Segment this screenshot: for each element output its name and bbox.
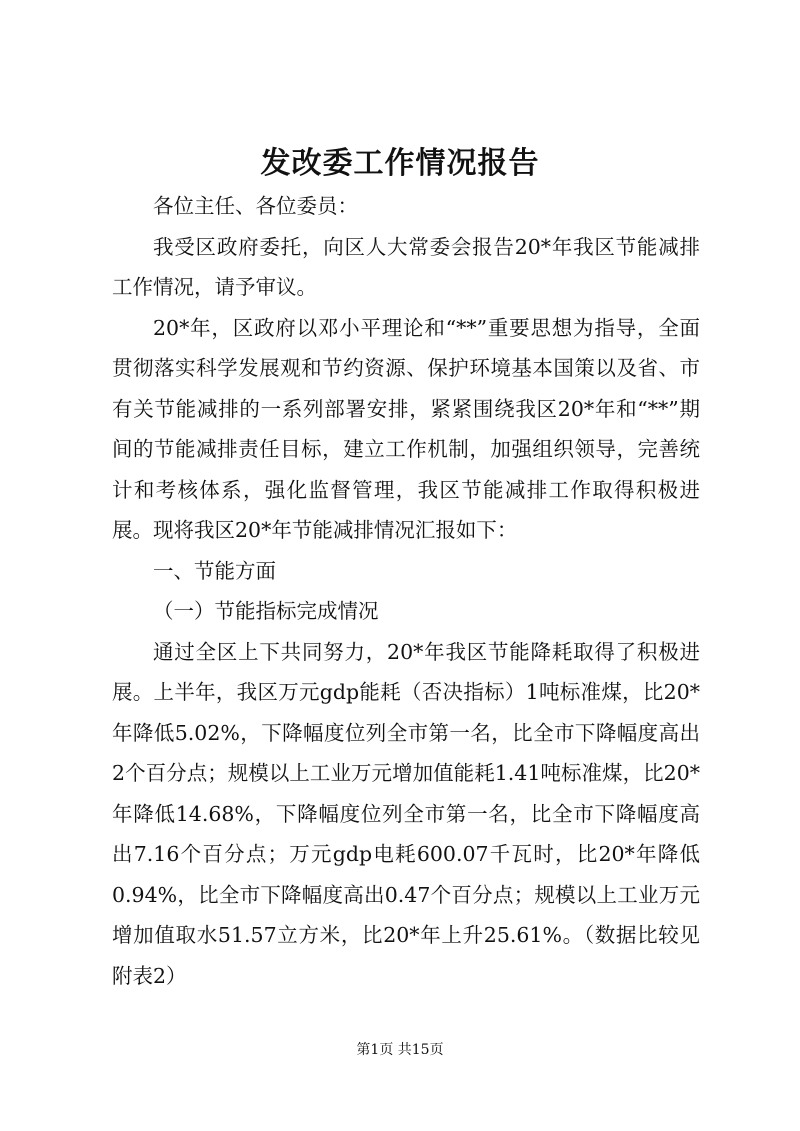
salutation-paragraph: 各位主任、各位委员：: [153, 194, 358, 218]
intro-paragraph: 我受区政府委托，向区人大常委会报告20*年我区节能减排工作情况，请予审议。: [112, 234, 700, 299]
indicators-paragraph: 通过全区上下共同努力，20*年我区节能降耗取得了积极进展。上半年，我区万元gdp能耗（否决指标）1吨标准煤，比20*年降低5.02%，下降幅度位列全市第一名，比全市下降幅度高出2个百分点；规模以上工业万元增加值能耗1.41吨标准煤，比20*年降低14.68%，下降幅度位列全市第一名，比全市下降幅度高出7.16个百分点；万元gdp电耗600.07千瓦时，比20*年降低0.94%，比全市下降幅度高出0.47个百分点；规模以上工业万元增加值取水51.57立方米，比20*年上升25.61%。（数据比较见附表2）: [112, 639, 700, 988]
subsection-heading-indicators: （一）节能指标完成情况: [153, 599, 379, 623]
section-heading-energy-saving: 一、节能方面: [153, 558, 276, 583]
document-body: [112, 186, 700, 996]
document-title: 发改委工作情况报告: [260, 146, 540, 181]
overview-paragraph: 20*年，区政府以邓小平理论和“**”重要思想为指导，全面贯彻落实科学发展观和节约资源、保护环境基本国策以及省、市有关节能减排的一系列部署安排，紧紧围绕我区20*年和“**”期间的节能减排责任目标，建立工作机制，加强组织领导，完善统计和考核体系，强化监督管理，我区节能减排工作取得积极进展。现将我区20*年节能减排情况汇报如下：: [112, 315, 700, 542]
page-number-footer: 第1页 共15页: [356, 1042, 444, 1058]
